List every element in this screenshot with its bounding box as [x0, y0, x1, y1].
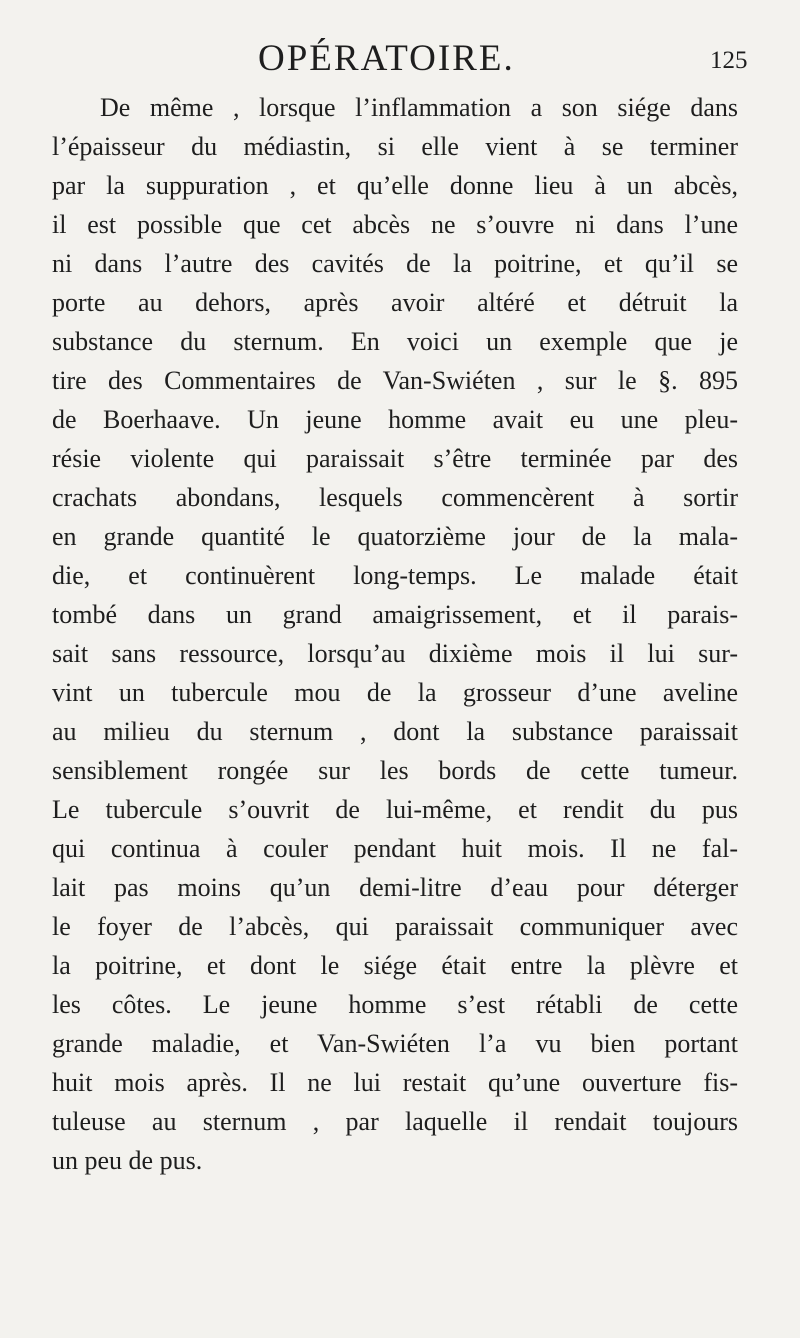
text-line: la poitrine, et dont le siége était entre la plèvre et — [52, 951, 738, 980]
text-line: un peu de pus. — [52, 1146, 203, 1175]
page-number: 125 — [710, 47, 748, 74]
body-paragraph — [52, 88, 738, 1180]
running-title: OPÉRATOIRE. — [258, 38, 515, 79]
running-head — [0, 34, 800, 84]
text-line: l’épaisseur du médiastin, si elle vient à se terminer — [52, 132, 738, 161]
text-line: lait pas moins qu’un demi-litre d’eau pour déterger — [52, 873, 738, 902]
text-line: crachats abondans, lesquels commencèrent à sortir — [52, 483, 738, 512]
text-line: die, et continuèrent long-temps. Le malade était — [52, 561, 738, 590]
text-line: sensiblement rongée sur les bords de cette tumeur. — [52, 756, 738, 785]
text-line: tire des Commentaires de Van-Swiéten , sur le §. 895 — [52, 366, 738, 395]
text-line: par la suppuration , et qu’elle donne lieu à un abcès, — [52, 171, 738, 200]
text-line: tuleuse au sternum , par laquelle il rendait toujours — [52, 1107, 738, 1136]
text-line: il est possible que cet abcès ne s’ouvre ni dans l’une — [52, 210, 738, 239]
text-line: vint un tubercule mou de la grosseur d’une aveline — [52, 678, 738, 707]
text-line: qui continua à couler pendant huit mois. Il ne fal- — [52, 834, 738, 863]
text-line: ni dans l’autre des cavités de la poitrine, et qu’il se — [52, 249, 738, 278]
text-line: tombé dans un grand amaigrissement, et il parais- — [52, 600, 738, 629]
text-line: résie violente qui paraissait s’être terminée par des — [52, 444, 738, 473]
text-line: substance du sternum. En voici un exemple que je — [52, 327, 738, 356]
text-line: au milieu du sternum , dont la substance paraissait — [52, 717, 738, 746]
text-line: sait sans ressource, lorsqu’au dixième mois il lui sur- — [52, 639, 738, 668]
text-line: en grande quantité le quatorzième jour de la mala- — [52, 522, 738, 551]
text-line: le foyer de l’abcès, qui paraissait communiquer avec — [52, 912, 738, 941]
text-line: porte au dehors, après avoir altéré et détruit la — [52, 288, 738, 317]
text-line: de Boerhaave. Un jeune homme avait eu une pleu- — [52, 405, 738, 434]
text-line: Le tubercule s’ouvrit de lui-même, et rendit du pus — [52, 795, 738, 824]
text-line: De même , lorsque l’inflammation a son siége dans — [100, 93, 738, 122]
text-line: les côtes. Le jeune homme s’est rétabli de cette — [52, 990, 738, 1019]
text-line: grande maladie, et Van-Swiéten l’a vu bien portant — [52, 1029, 738, 1058]
text-line: huit mois après. Il ne lui restait qu’une ouverture fis- — [52, 1068, 738, 1097]
